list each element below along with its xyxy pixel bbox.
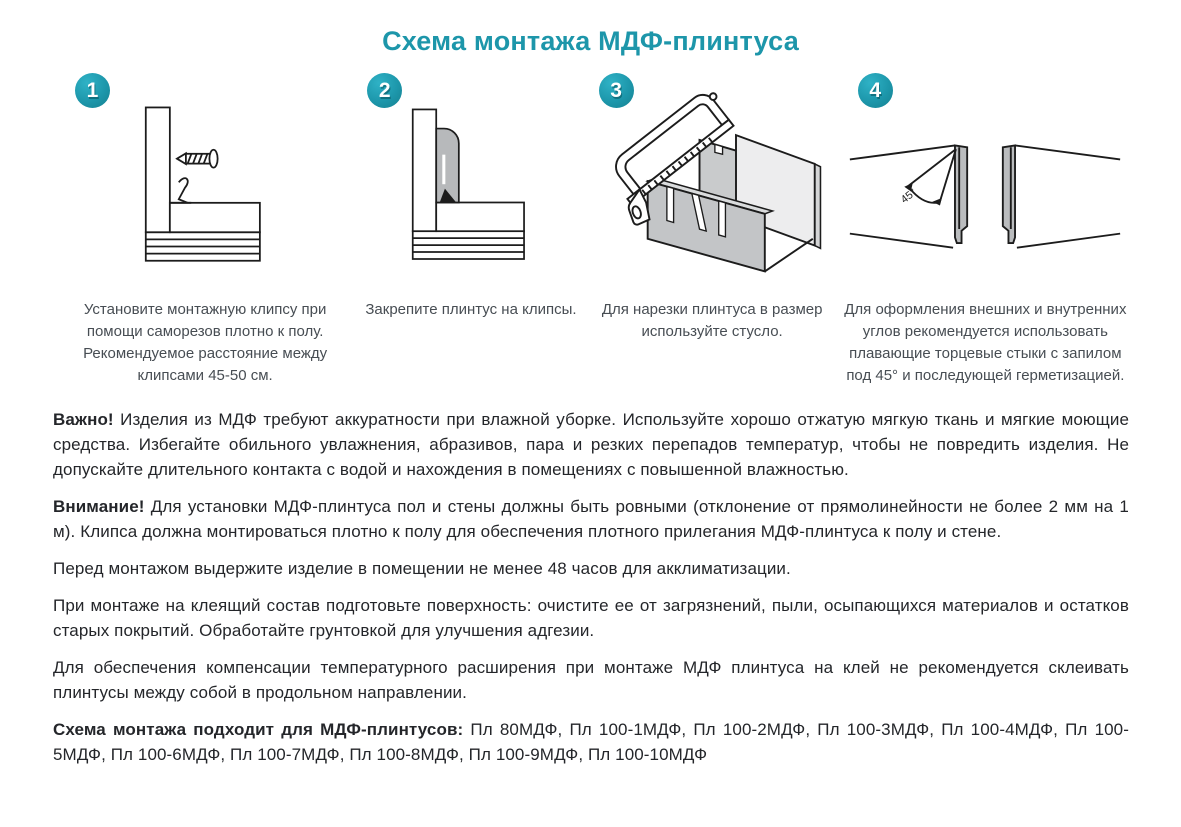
note-text: Пл 80МДФ, Пл 100-1МДФ, Пл 100-2МДФ, Пл 100-3МДФ, Пл 100-4МДФ, Пл 100-5МДФ, Пл 100-6МДФ, Пл 100-7МДФ, Пл 100-8МДФ, Пл 100-9МДФ, Пл 100-10МДФ: [53, 720, 1130, 764]
step-number-badge: [599, 73, 634, 108]
note-text: При монтаже на клеящий состав подготовьте поверхность: очистите ее от загрязнений, пыли, осыпающихся материалов и остатков старых покрытий. Обработайте грунтовкой для улучшения адгезии.: [53, 596, 1129, 640]
angle-label: 45°: [899, 186, 920, 206]
step-caption: Закрепите плинтус на клипсы.: [365, 301, 577, 318]
step-number-badge: [75, 73, 110, 108]
step-number: 3: [610, 78, 622, 102]
step-1: [55, 71, 355, 387]
note-paragraph: [53, 407, 1129, 482]
step-number-badge: [858, 73, 893, 108]
step-3: [587, 71, 838, 387]
step-caption: Для нарезки плинтуса в размер используйте стусло.: [601, 301, 823, 340]
note-lead: Внимание!: [53, 497, 145, 516]
note-paragraph: [53, 593, 1129, 643]
plinth-on-clips-illustration: [371, 89, 571, 289]
note-paragraph: [53, 655, 1129, 705]
step-caption: Для оформления внешних и внутренних углов рекомендуется использовать плавающие торцевые стыки с запилом под 45° и последующей герметизацией.: [844, 301, 1127, 384]
notes-section: [0, 387, 1181, 767]
note-text: Перед монтажом выдержите изделие в помещении не менее 48 часов для акклиматизации.: [53, 559, 791, 578]
note-paragraph: [53, 717, 1129, 767]
note-paragraph: [53, 556, 1129, 581]
hacksaw-miter-box-illustration: [592, 82, 832, 289]
step-caption: Установите монтажную клипсу при помощи саморезов плотно к полу. Рекомендуемое расстояние между клипсами 45-50 см.: [83, 301, 328, 384]
note-paragraph: [53, 494, 1129, 544]
note-text: Для обеспечения компенсации температурного расширения при монтаже МДФ плинтуса на клей не рекомендуется склеивать плинтусы между собой в продольном направлении.: [53, 658, 1129, 702]
step-number: 1: [86, 78, 99, 102]
note-lead: Важно!: [53, 410, 114, 429]
page-title: Схема монтажа МДФ-плинтуса: [382, 26, 799, 56]
step-number: 2: [378, 78, 391, 102]
step-4: [838, 71, 1133, 387]
note-lead: Схема монтажа подходит для МДФ-плинтусов:: [53, 720, 464, 739]
steps-row: [0, 57, 1181, 387]
corner-45-joint-illustration: [844, 106, 1126, 289]
step-number: 4: [869, 78, 882, 102]
wall-clip-screw-illustration: [103, 89, 308, 289]
note-text: Изделия из МДФ требуют аккуратности при влажной уборке. Используйте хорошо отжатую мягкую ткань и мягкие моющие средства. Избегайте обильного увлажнения, абразивов, пара и резких перепадов температур, чтобы не повредить изделия. Не допускайте длительного контакта с водой и нахождения в помещениях с повышенной влажностью.: [53, 410, 1130, 479]
step-2: [355, 71, 586, 387]
note-text: Для установки МДФ-плинтуса пол и стены должны быть ровными (отклонение от прямолинейности не более 2 мм на 1 м). Клипса должна монтироваться плотно к полу для обеспечения плотного прилегания МДФ-плинтуса к полу и стене.: [53, 497, 1129, 541]
